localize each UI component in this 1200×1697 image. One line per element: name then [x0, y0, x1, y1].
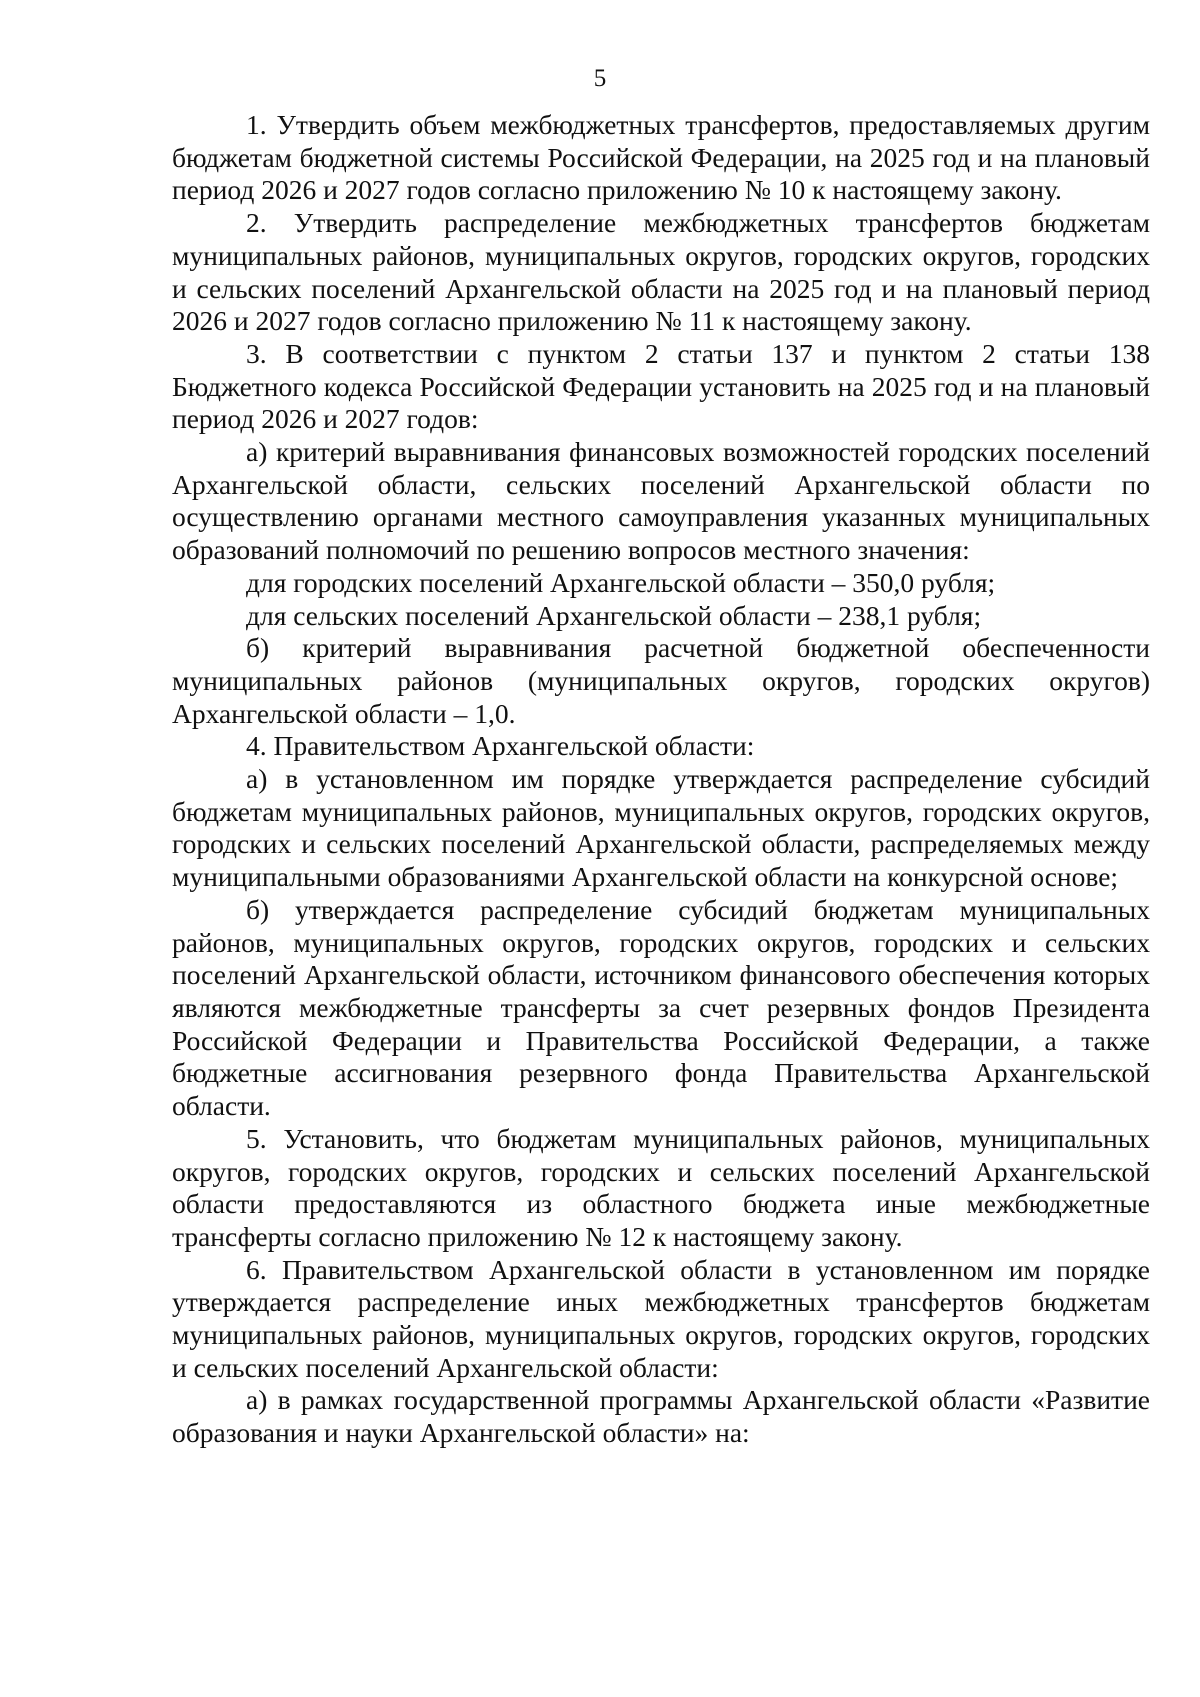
paragraph-3a: а) критерий выравнивания финансовых возможностей городских поселений Архангельской области, сельских поселений Архангельской области по осуществлению органами местного самоуправления указанных муниципальных образований полномочий по решению вопросов местного значения: [172, 436, 1150, 566]
paragraph-4: 4. Правительством Архангельской области: [246, 730, 755, 762]
paragraph-3a-rural: для сельских поселений Архангельской области – 238,1 рубля; [246, 599, 982, 631]
paragraph-3a-urban: для городских поселений Архангельской области – 350,0 рубля; [246, 566, 996, 598]
paragraph-2: 2. Утвердить распределение межбюджетных трансфертов бюджетам муниципальных районов, муниципальных округов, городских округов, городских и сельских поселений Архангельской области на 2025 год и на плановый период 2026 и 2027 годов согласно приложению № 11 к настоящему закону. [172, 207, 1150, 337]
paragraph-5: 5. Установить, что бюджетам муниципальных районов, муниципальных округов, городских округов, городских и сельских поселений Архангельской области предоставляются из областного бюджета иные межбюджетные трансферты согласно приложению № 12 к настоящему закону. [172, 1122, 1150, 1252]
paragraph-1: 1. Утвердить объем межбюджетных трансфертов, предоставляемых другим бюджетам бюджетной системы Российской Федерации, на 2025 год и на плановый период 2026 и 2027 годов согласно приложению № 10 к настоящему закону. [172, 109, 1150, 206]
paragraph-3: 3. В соответствии с пунктом 2 статьи 137 и пунктом 2 статьи 138 Бюджетного кодекса Российской Федерации установить на 2025 год и на плановый период 2026 и 2027 годов: [172, 337, 1150, 435]
paragraph-3b: б) критерий выравнивания расчетной бюджетной обеспеченности муниципальных районов (муниципальных округов, городских округов) Архангельской области – 1,0. [172, 632, 1150, 729]
paragraph-4b: б) утверждается распределение субсидий бюджетам муниципальных районов, муниципальных округов, городских округов, городских и сельских поселений Архангельской области, источником финансового обеспечения которых являются межбюджетные трансферты за счет резервных фондов Президента Российской Федерации и Правительства Российской Федерации, а также бюджетные ассигнования резервного фонда Правительства Архангельской области. [172, 893, 1150, 1122]
paragraph-6a: а) в рамках государственной программы Архангельской области «Развитие образования и науки Архангельской области» на: [172, 1384, 1150, 1449]
paragraph-4a: а) в установленном им порядке утверждается распределение субсидий бюджетам муниципальных районов, муниципальных округов, городских округов, городских и сельских поселений Архангельской области, распределяемых между муниципальными образованиями Архангельской области на конкурсной основе; [172, 763, 1150, 893]
paragraph-6: 6. Правительством Архангельской области в установленном им порядке утверждается распределение иных межбюджетных трансфертов бюджетам муниципальных районов, муниципальных округов, городских округов, городских и сельских поселений Архангельской области: [172, 1253, 1150, 1383]
page-number: 5 [593, 65, 607, 92]
document-body [172, 109, 1150, 1450]
